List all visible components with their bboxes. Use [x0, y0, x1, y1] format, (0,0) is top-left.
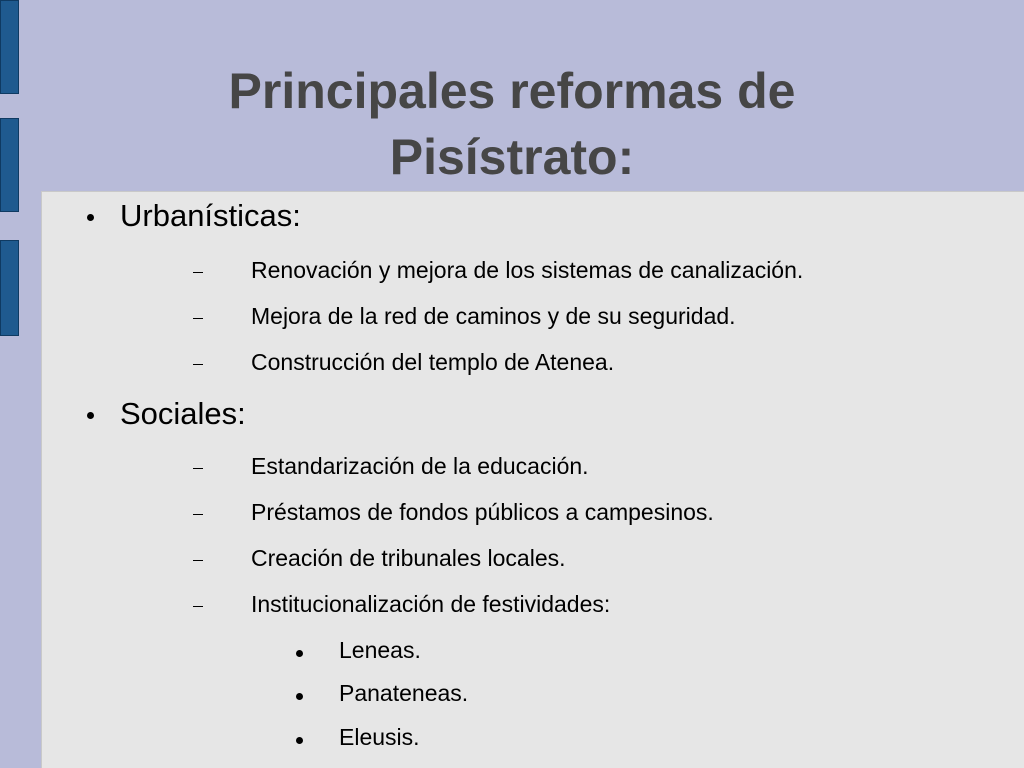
sub-list-item: Panateneas.: [339, 680, 469, 706]
list-item: Creación de tribunales locales.: [251, 545, 566, 571]
list-item: Préstamos de fondos públicos a campesinos.: [251, 499, 714, 525]
list-item: Construcción del templo de Atenea.: [251, 349, 615, 375]
bullet-dot-icon: [296, 737, 303, 744]
list-item: Renovación y mejora de los sistemas de canalización.: [251, 257, 804, 283]
slide-title-line-1: Principales reformas de: [228, 63, 796, 119]
list-item: Estandarización de la educación.: [251, 453, 589, 479]
decorative-accent-bar-middle: [0, 118, 19, 212]
list-item: Institucionalización de festividades:: [251, 591, 611, 617]
bullet-dash-icon: [193, 606, 203, 607]
slide-title: [100, 58, 924, 190]
bullet-dot-icon: [296, 693, 303, 700]
decorative-accent-bar-bottom: [0, 240, 19, 336]
bullet-dash-icon: [193, 318, 203, 319]
bullet-dash-icon: [193, 272, 203, 273]
bullet-dot-icon: [87, 214, 94, 221]
sub-list-item: Eleusis.: [339, 724, 420, 750]
bullet-dash-icon: [193, 468, 203, 469]
bullet-dot-icon: [87, 412, 94, 419]
bullet-dash-icon: [193, 364, 203, 365]
section-heading-sociales: Sociales:: [120, 396, 246, 431]
slide-title-line-2: Pisístrato:: [389, 129, 635, 185]
sub-list-item: Leneas.: [339, 637, 421, 663]
bullet-dot-icon: [296, 650, 303, 657]
bullet-dash-icon: [193, 560, 203, 561]
bullet-dash-icon: [193, 514, 203, 515]
section-heading-urbanisticas: Urbanísticas:: [120, 198, 301, 233]
list-item: Mejora de la red de caminos y de su seguridad.: [251, 303, 736, 329]
decorative-accent-bar-top: [0, 0, 19, 94]
